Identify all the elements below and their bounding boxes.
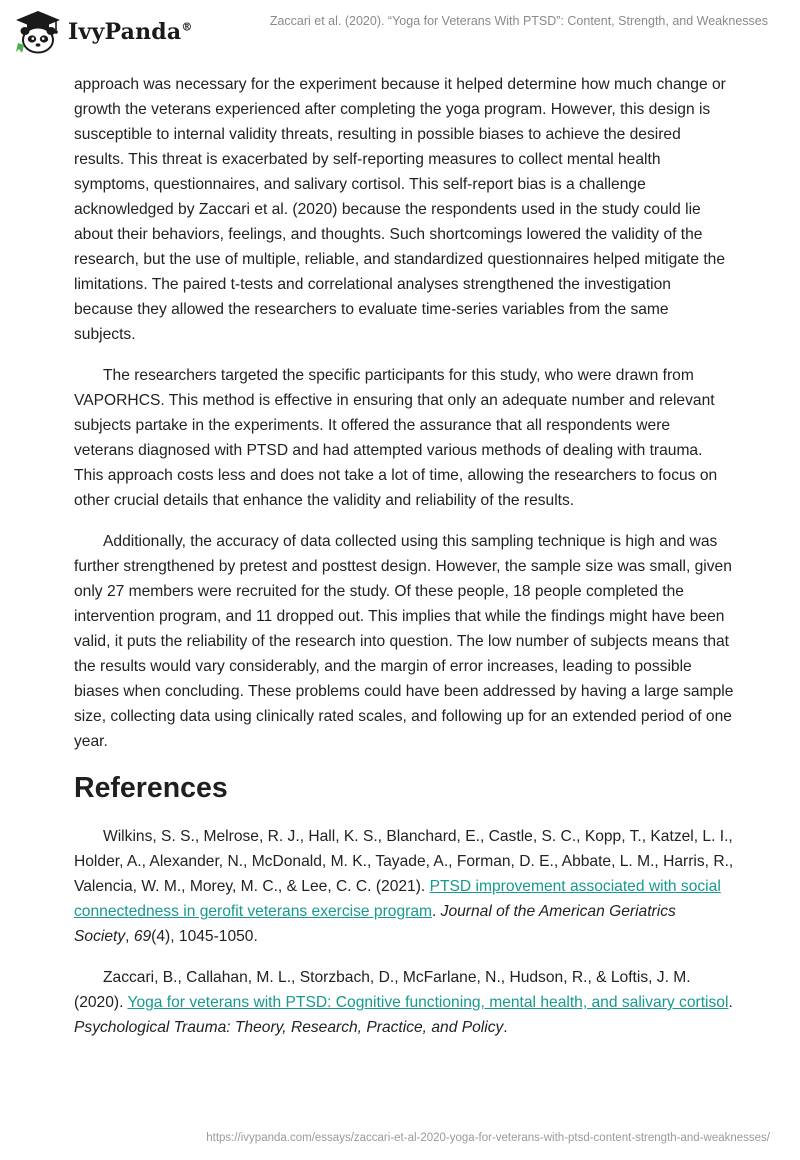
body-paragraph-3: Additionally, the accuracy of data collected using this sampling technique is high and was further strengthened by pretest and posttest design. However, the sample size was small, given only 27 members were recruited for the study. Of these people, 18 people completed the intervention program, and 11 dropped out. This implies that while the findings might have been valid, it puts the reliability of the research into question. The low number of subjects means that the results would vary considerably, and the margin of error increases, leading to possible biases when concluding. These problems could have been addressed by having a large sample size, collecting data using clinically rated scales, and following up for an extended period of one year. <box>74 533 734 750</box>
reference-authors: Zaccari, B., Callahan, M. L., Storzbach, D., McFarlane, N., Hudson, R., & Loftis, J. M. (2020). <box>74 969 691 1011</box>
reference-journal: Journal of the American Geriatrics Society <box>74 903 676 945</box>
essay-content <box>74 72 734 1056</box>
reference-journal: Psychological Trauma: Theory, Research, Practice, and Policy <box>74 1019 504 1036</box>
registered-mark: ® <box>181 20 193 34</box>
reference-item-1: Wilkins, S. S., Melrose, R. J., Hall, K. S., Blanchard, E., Castle, S. C., Kopp, T., Katzel, L. I., Holder, A., Alexander, N., McDonald, M. K., Tayade, A., Forman, D. E., Abbate, L. M., Harris, R., Valencia, W. M., Morey, M. C., & Lee, C. C. (2021). PTSD improvement associated with social connectedness in gerofit veterans exercise program. Journal of the American Geriatrics Society, 69(4), 1045-1050. <box>74 828 734 945</box>
panda-graduate-icon <box>14 9 62 55</box>
brand-name: IvyPanda® <box>68 19 193 45</box>
document-title: Zaccari et al. (2020). “Yoga for Veterans With PTSD”: Content, Strength, and Weaknesses <box>269 14 768 28</box>
reference-authors: Wilkins, S. S., Melrose, R. J., Hall, K. S., Blanchard, E., Castle, S. C., Kopp, T., Katzel, L. I., Holder, A., Alexander, N., McDonald, M. K., Tayade, A., Forman, D. E., Abbate, L. M., Harris, R., Valencia, W. M., Morey, M. C., & Lee, C. C. (2021). <box>74 828 734 895</box>
reference-volume: 69 <box>133 928 152 945</box>
body-paragraph-1: approach was necessary for the experiment because it helped determine how much change or growth the veterans experienced after completing the yoga program. However, this design is susceptible to internal validity threats, resulting in possible biases to achieve the desired results. This threat is exacerbated by self-reporting measures to collect mental health symptoms, questionnaires, and salivary cortisol. This self-report bias is a challenge acknowledged by Zaccari et al. (2020) because the respondents used in the study could lie about their behaviors, feelings, and thoughts. Such shortcomings lowered the validity of the research, but the use of multiple, reliable, and standardized questionnaires helped mitigate the limitations. The paired t-tests and correlational analyses strengthened the investigation because they allowed the researchers to evaluate time-series variables from the same subjects. <box>74 76 726 343</box>
page-header <box>0 0 800 60</box>
ivypanda-logo[interactable] <box>14 8 193 56</box>
references-heading: References <box>74 772 228 804</box>
reference-item-2: Zaccari, B., Callahan, M. L., Storzbach, D., McFarlane, N., Hudson, R., & Loftis, J. M. (2020). Yoga for veterans with PTSD: Cognitive functioning, mental health, and salivary cortisol. Psychological Trauma: Theory, Research, Practice, and Policy. <box>74 969 733 1036</box>
reference-pages: (4), 1045-1050. <box>151 928 258 945</box>
body-paragraph-2: The researchers targeted the specific participants for this study, who were drawn from VAPORHCS. This method is effective in ensuring that only an adequate number and relevant subjects partake in the experiments. It offered the assurance that all respondents were veterans diagnosed with PTSD and had attempted various methods of dealing with trauma. This approach costs less and does not take a lot of time, allowing the researchers to focus on other crucial details that enhance the validity and reliability of the results. <box>74 367 718 509</box>
reference-title-link[interactable]: Yoga for veterans with PTSD: Cognitive functioning, mental health, and salivary cortisol <box>127 994 729 1011</box>
footer-source-url[interactable]: https://ivypanda.com/essays/zaccari-et-al-2020-yoga-for-veterans-with-ptsd-content-strength-and-weaknesses/ <box>206 1132 770 1144</box>
reference-title-link[interactable]: PTSD improvement associated with social connectedness in gerofit veterans exercise program <box>74 878 721 920</box>
